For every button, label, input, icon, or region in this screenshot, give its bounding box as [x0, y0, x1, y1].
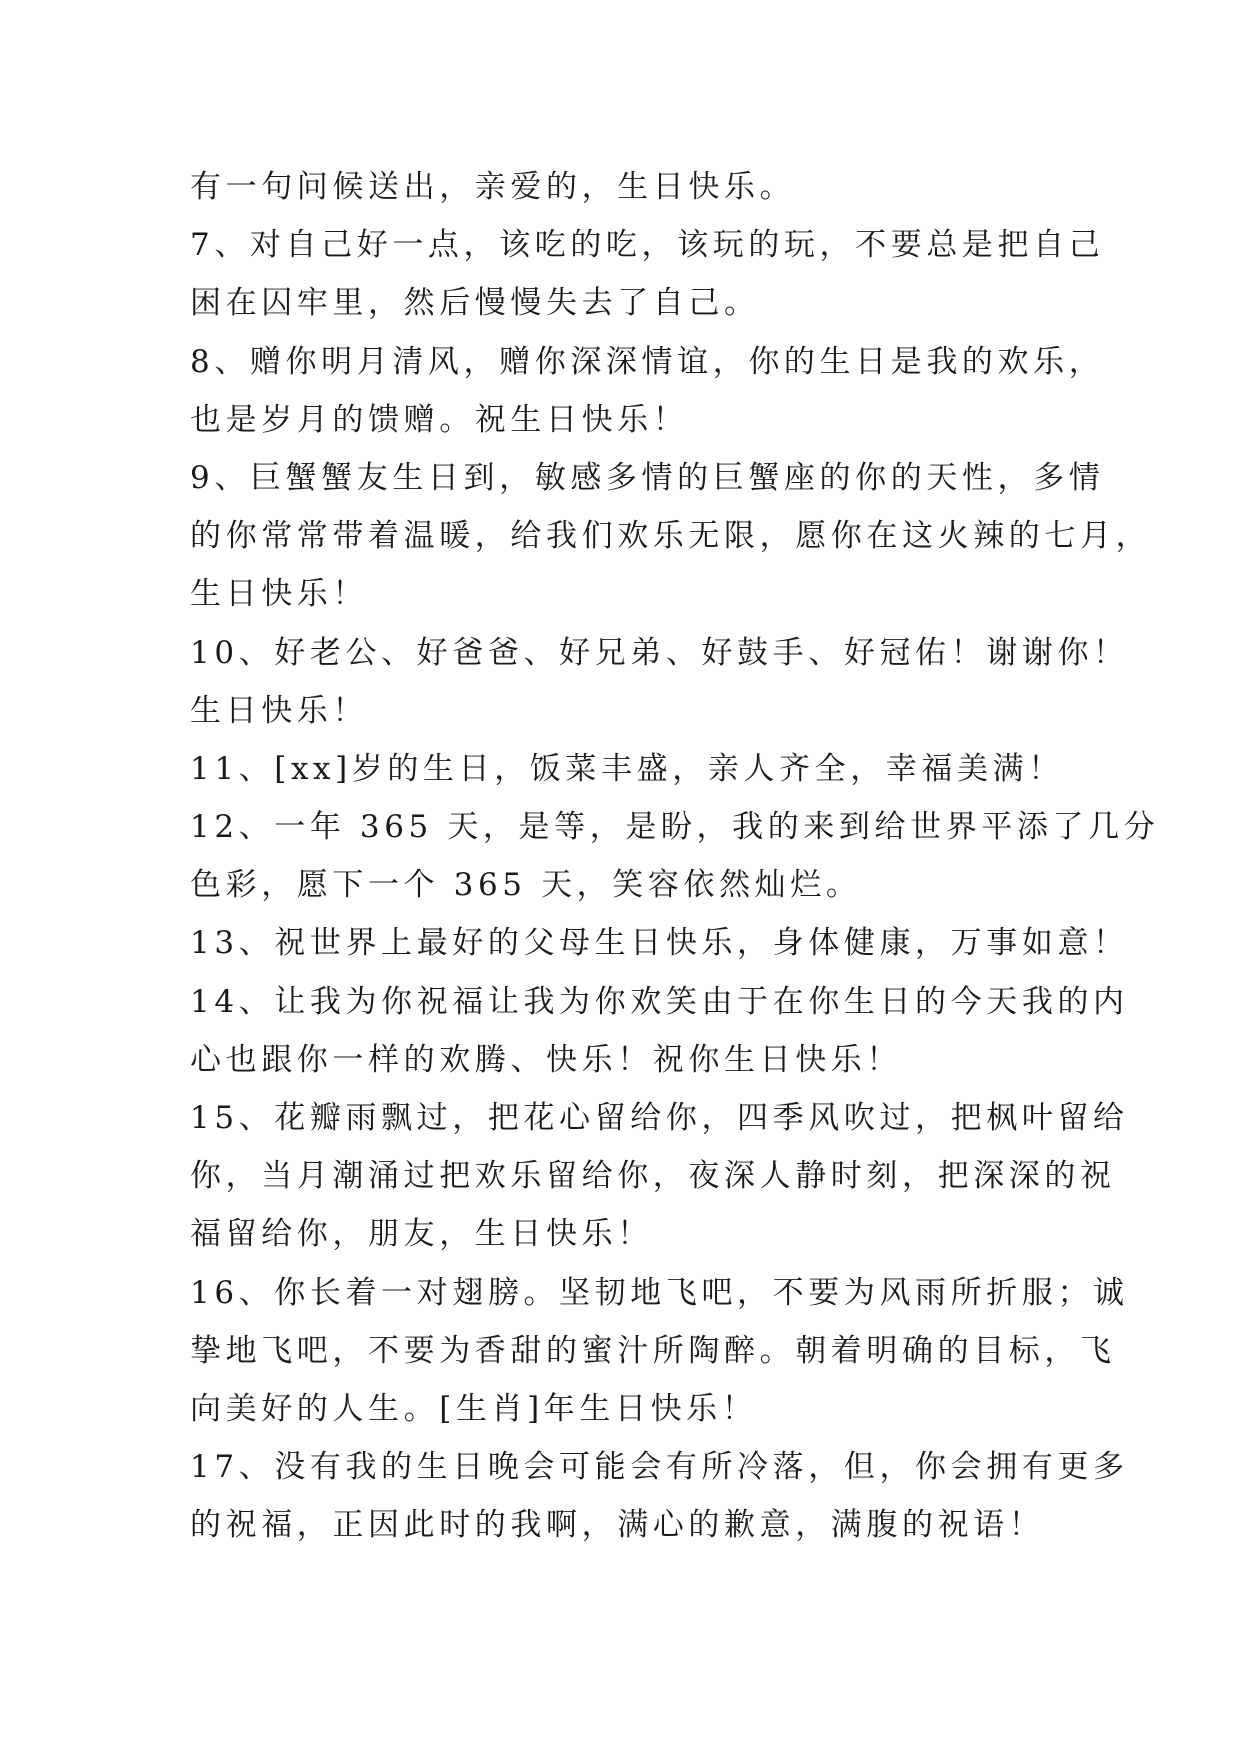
- text-line: 17、没有我的生日晚会可能会有所冷落，但，你会拥有更多: [190, 1449, 1129, 1486]
- document-body: [190, 158, 1160, 1555]
- text-line: 14、让我为你祝福让我为你欢笑由于在你生日的今天我的内: [190, 983, 1129, 1020]
- text-line: 困在囚牢里，然后慢慢失去了自己。: [190, 285, 760, 322]
- text-line: 也是岁月的馈赠。祝生日快乐！: [190, 401, 689, 438]
- text-line: 向美好的人生。[生肖]年生日快乐！: [190, 1390, 758, 1427]
- text-line: 16、你长着一对翅膀。坚韧地飞吧，不要为风雨所折服；诚: [190, 1274, 1129, 1311]
- text-line: 的你常常带着温暖，给我们欢乐无限，愿你在这火辣的七月，: [190, 518, 1152, 555]
- text-line: 15、花瓣雨飘过，把花心留给你，四季风吹过，把枫叶留给: [190, 1100, 1129, 1136]
- text-line: 9、巨蟹蟹友生日到，敏感多情的巨蟹座的你的天性，多情: [190, 459, 1105, 496]
- text-line: 生日快乐！: [190, 576, 368, 613]
- text-line: 挚地飞吧，不要为香甜的蜜汁所陶醉。朝着明确的目标，飞: [190, 1332, 1116, 1369]
- text-line: 10、好老公、好爸爸、好兄弟、好鼓手、好冠佑！谢谢你！: [190, 634, 1129, 671]
- text-line: 11、[xx]岁的生日，饭菜丰盛，亲人齐全，幸福美满！: [190, 750, 1064, 787]
- text-line: 7、对自己好一点，该吃的吃，该玩的玩，不要总是把自己: [190, 227, 1105, 264]
- text-line: 的祝福，正因此时的我啊，满心的歉意，满腹的祝语！: [190, 1507, 1045, 1544]
- text-line: 有一句问候送出，亲爱的，生日快乐。: [190, 169, 796, 205]
- text-line: 福留给你，朋友，生日快乐！: [190, 1216, 653, 1253]
- text-line: 心也跟你一样的欢腾、快乐！祝你生日快乐！: [190, 1041, 902, 1078]
- text-line: 12、一年 365 天，是等，是盼，我的来到给世界平添了几分: [190, 809, 1160, 846]
- text-line: 生日快乐！: [190, 692, 368, 729]
- text-line: 你，当月潮涌过把欢乐留给你，夜深人静时刻，把深深的祝: [190, 1158, 1116, 1195]
- text-line: 色彩，愿下一个 365 天，笑容依然灿烂。: [190, 867, 862, 904]
- text-line: 13、祝世界上最好的父母生日快乐，身体健康，万事如意！: [190, 925, 1129, 962]
- text-line: 8、赠你明月清风，赠你深深情谊，你的生日是我的欢乐，: [190, 343, 1105, 380]
